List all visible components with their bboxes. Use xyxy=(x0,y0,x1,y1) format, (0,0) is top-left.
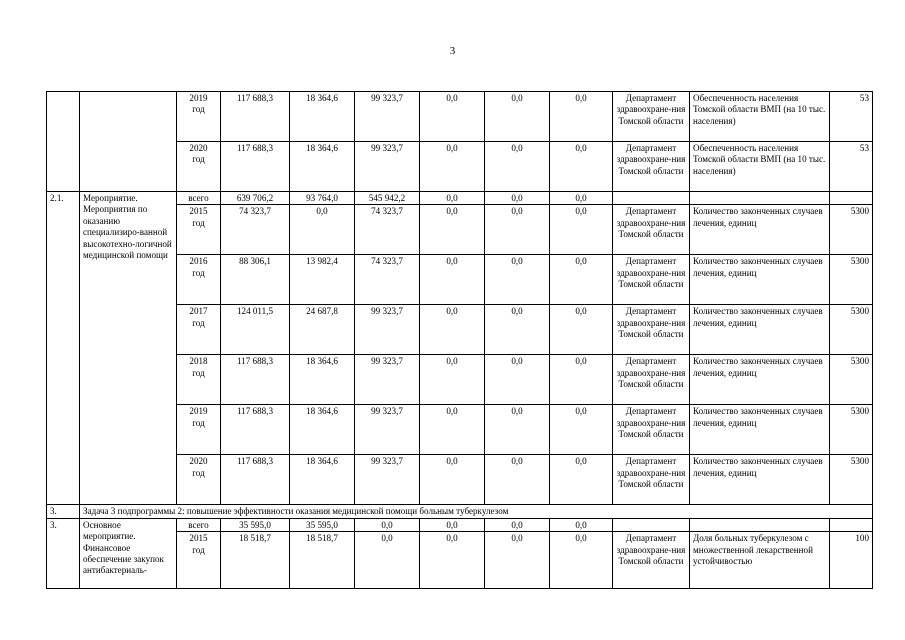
year-cell: всего xyxy=(177,518,221,531)
value-cell: 0,0 xyxy=(485,532,550,589)
year-cell: 2020 год xyxy=(177,142,221,192)
value-cell: 0,0 xyxy=(485,405,550,455)
indicator-cell: Количество законченных случаев лечения, единиц xyxy=(690,455,830,505)
indicator-value-cell: 5300 xyxy=(830,455,873,505)
indicator-cell: Обеспеченность населения Томской области ВМП (на 10 тыс. населения) xyxy=(690,142,830,192)
regional-cell: 99 323,7 xyxy=(355,142,420,192)
year-cell: 2017 год xyxy=(177,305,221,355)
table-row xyxy=(47,192,873,205)
indicator-value-cell: 100 xyxy=(830,532,873,589)
indicator-value-cell: 53 xyxy=(830,142,873,192)
value-cell: 0,0 xyxy=(485,455,550,505)
department-cell: Департамент здравоохране-ния Томской области xyxy=(613,305,690,355)
num-cell: 3. xyxy=(47,518,80,588)
regional-cell: 99 323,7 xyxy=(355,455,420,505)
value-cell: 0,0 xyxy=(550,192,613,205)
value-cell: 0,0 xyxy=(550,355,613,405)
name-cell xyxy=(80,92,177,192)
federal-cell: 24 687,8 xyxy=(290,305,355,355)
indicator-cell: Количество законченных случаев лечения, единиц xyxy=(690,305,830,355)
regional-cell: 545 942,2 xyxy=(355,192,420,205)
value-cell: 0,0 xyxy=(420,255,485,305)
indicator-value-cell: 5300 xyxy=(830,305,873,355)
regional-cell: 99 323,7 xyxy=(355,305,420,355)
total-cell: 117 688,3 xyxy=(221,405,290,455)
name-cell: Мероприятие. Мероприятия по оказанию специализиро-ванной высокотехно-логичной медицинской помощи xyxy=(80,192,177,505)
num-cell: 2.1. xyxy=(47,192,80,505)
value-cell: 0,0 xyxy=(550,455,613,505)
indicator-cell: Обеспеченность населения Томской области ВМП (на 10 тыс. населения) xyxy=(690,92,830,142)
department-cell: Департамент здравоохране-ния Томской области xyxy=(613,455,690,505)
value-cell: 0,0 xyxy=(485,205,550,255)
department-cell: Департамент здравоохране-ния Томской области xyxy=(613,205,690,255)
department-cell: Департамент здравоохране-ния Томской области xyxy=(613,405,690,455)
value-cell: 0,0 xyxy=(420,192,485,205)
total-cell: 117 688,3 xyxy=(221,142,290,192)
year-cell: 2020 год xyxy=(177,455,221,505)
page-number: 3 xyxy=(449,45,456,57)
value-cell: 0,0 xyxy=(420,92,485,142)
value-cell: 0,0 xyxy=(420,305,485,355)
department-cell: Департамент здравоохране-ния Томской области xyxy=(613,255,690,305)
value-cell: 0,0 xyxy=(420,205,485,255)
regional-cell: 99 323,7 xyxy=(355,355,420,405)
total-cell: 117 688,3 xyxy=(221,455,290,505)
total-cell: 35 595,0 xyxy=(221,518,290,531)
value-cell: 0,0 xyxy=(420,532,485,589)
indicator-value-cell: 5300 xyxy=(830,355,873,405)
department-cell: Департамент здравоохране-ния Томской области xyxy=(613,142,690,192)
year-cell: всего xyxy=(177,192,221,205)
empty-cell xyxy=(613,518,690,531)
indicator-cell: Количество законченных случаев лечения, единиц xyxy=(690,355,830,405)
value-cell: 0,0 xyxy=(550,92,613,142)
total-cell: 639 706,2 xyxy=(221,192,290,205)
federal-cell: 18 364,6 xyxy=(290,405,355,455)
num-cell: 3. xyxy=(47,505,80,518)
value-cell: 0,0 xyxy=(485,255,550,305)
year-cell: 2015 год xyxy=(177,532,221,589)
federal-cell: 13 982,4 xyxy=(290,255,355,305)
value-cell: 0,0 xyxy=(485,305,550,355)
federal-cell: 18 364,6 xyxy=(290,455,355,505)
value-cell: 0,0 xyxy=(550,142,613,192)
table-row xyxy=(47,518,873,531)
empty-cell xyxy=(613,192,690,205)
value-cell: 0,0 xyxy=(550,255,613,305)
value-cell: 0,0 xyxy=(550,532,613,589)
value-cell: 0,0 xyxy=(550,305,613,355)
department-cell: Департамент здравоохране-ния Томской области xyxy=(613,532,690,589)
department-cell: Департамент здравоохране-ния Томской области xyxy=(613,355,690,405)
federal-cell: 18 518,7 xyxy=(290,532,355,589)
empty-cell xyxy=(830,192,873,205)
program-table xyxy=(46,91,873,589)
name-cell: Основное мероприятие. Финансовое обеспечение закупок антибактериаль- xyxy=(80,518,177,588)
value-cell: 0,0 xyxy=(485,142,550,192)
task-text: Задача 3 подпрограммы 2: повышение эффективности оказания медицинской помощи больным туберкулезом xyxy=(80,505,873,518)
regional-cell: 0,0 xyxy=(355,518,420,531)
value-cell: 0,0 xyxy=(485,518,550,531)
regional-cell: 74 323,7 xyxy=(355,255,420,305)
indicator-cell: Количество законченных случаев лечения, единиц xyxy=(690,255,830,305)
empty-cell xyxy=(830,518,873,531)
federal-cell: 18 364,6 xyxy=(290,142,355,192)
regional-cell: 99 323,7 xyxy=(355,405,420,455)
empty-cell xyxy=(690,192,830,205)
value-cell: 0,0 xyxy=(420,518,485,531)
indicator-cell: Количество законченных случаев лечения, единиц xyxy=(690,205,830,255)
department-cell: Департамент здравоохране-ния Томской области xyxy=(613,92,690,142)
value-cell: 0,0 xyxy=(420,455,485,505)
num-cell xyxy=(47,92,80,192)
regional-cell: 0,0 xyxy=(355,532,420,589)
total-cell: 117 688,3 xyxy=(221,92,290,142)
federal-cell: 18 364,6 xyxy=(290,92,355,142)
total-cell: 117 688,3 xyxy=(221,355,290,405)
regional-cell: 74 323,7 xyxy=(355,205,420,255)
total-cell: 74 323,7 xyxy=(221,205,290,255)
value-cell: 0,0 xyxy=(485,355,550,405)
total-cell: 88 306,1 xyxy=(221,255,290,305)
indicator-cell: Количество законченных случаев лечения, единиц xyxy=(690,405,830,455)
federal-cell: 0,0 xyxy=(290,205,355,255)
empty-cell xyxy=(690,518,830,531)
value-cell: 0,0 xyxy=(420,142,485,192)
indicator-value-cell: 5300 xyxy=(830,405,873,455)
indicator-value-cell: 5300 xyxy=(830,205,873,255)
value-cell: 0,0 xyxy=(420,355,485,405)
federal-cell: 18 364,6 xyxy=(290,355,355,405)
value-cell: 0,0 xyxy=(420,405,485,455)
table-row xyxy=(47,92,873,142)
value-cell: 0,0 xyxy=(550,205,613,255)
year-cell: 2015 год xyxy=(177,205,221,255)
regional-cell: 99 323,7 xyxy=(355,92,420,142)
task-row xyxy=(47,505,873,518)
indicator-cell: Доля больных туберкулезом с множественной лекарственной устойчивостью xyxy=(690,532,830,589)
indicator-value-cell: 53 xyxy=(830,92,873,142)
value-cell: 0,0 xyxy=(485,192,550,205)
value-cell: 0,0 xyxy=(550,518,613,531)
value-cell: 0,0 xyxy=(550,405,613,455)
year-cell: 2016 год xyxy=(177,255,221,305)
year-cell: 2019 год xyxy=(177,92,221,142)
federal-cell: 93 764,0 xyxy=(290,192,355,205)
year-cell: 2019 год xyxy=(177,405,221,455)
federal-cell: 35 595,0 xyxy=(290,518,355,531)
indicator-value-cell: 5300 xyxy=(830,255,873,305)
total-cell: 18 518,7 xyxy=(221,532,290,589)
year-cell: 2018 год xyxy=(177,355,221,405)
value-cell: 0,0 xyxy=(485,92,550,142)
total-cell: 124 011,5 xyxy=(221,305,290,355)
